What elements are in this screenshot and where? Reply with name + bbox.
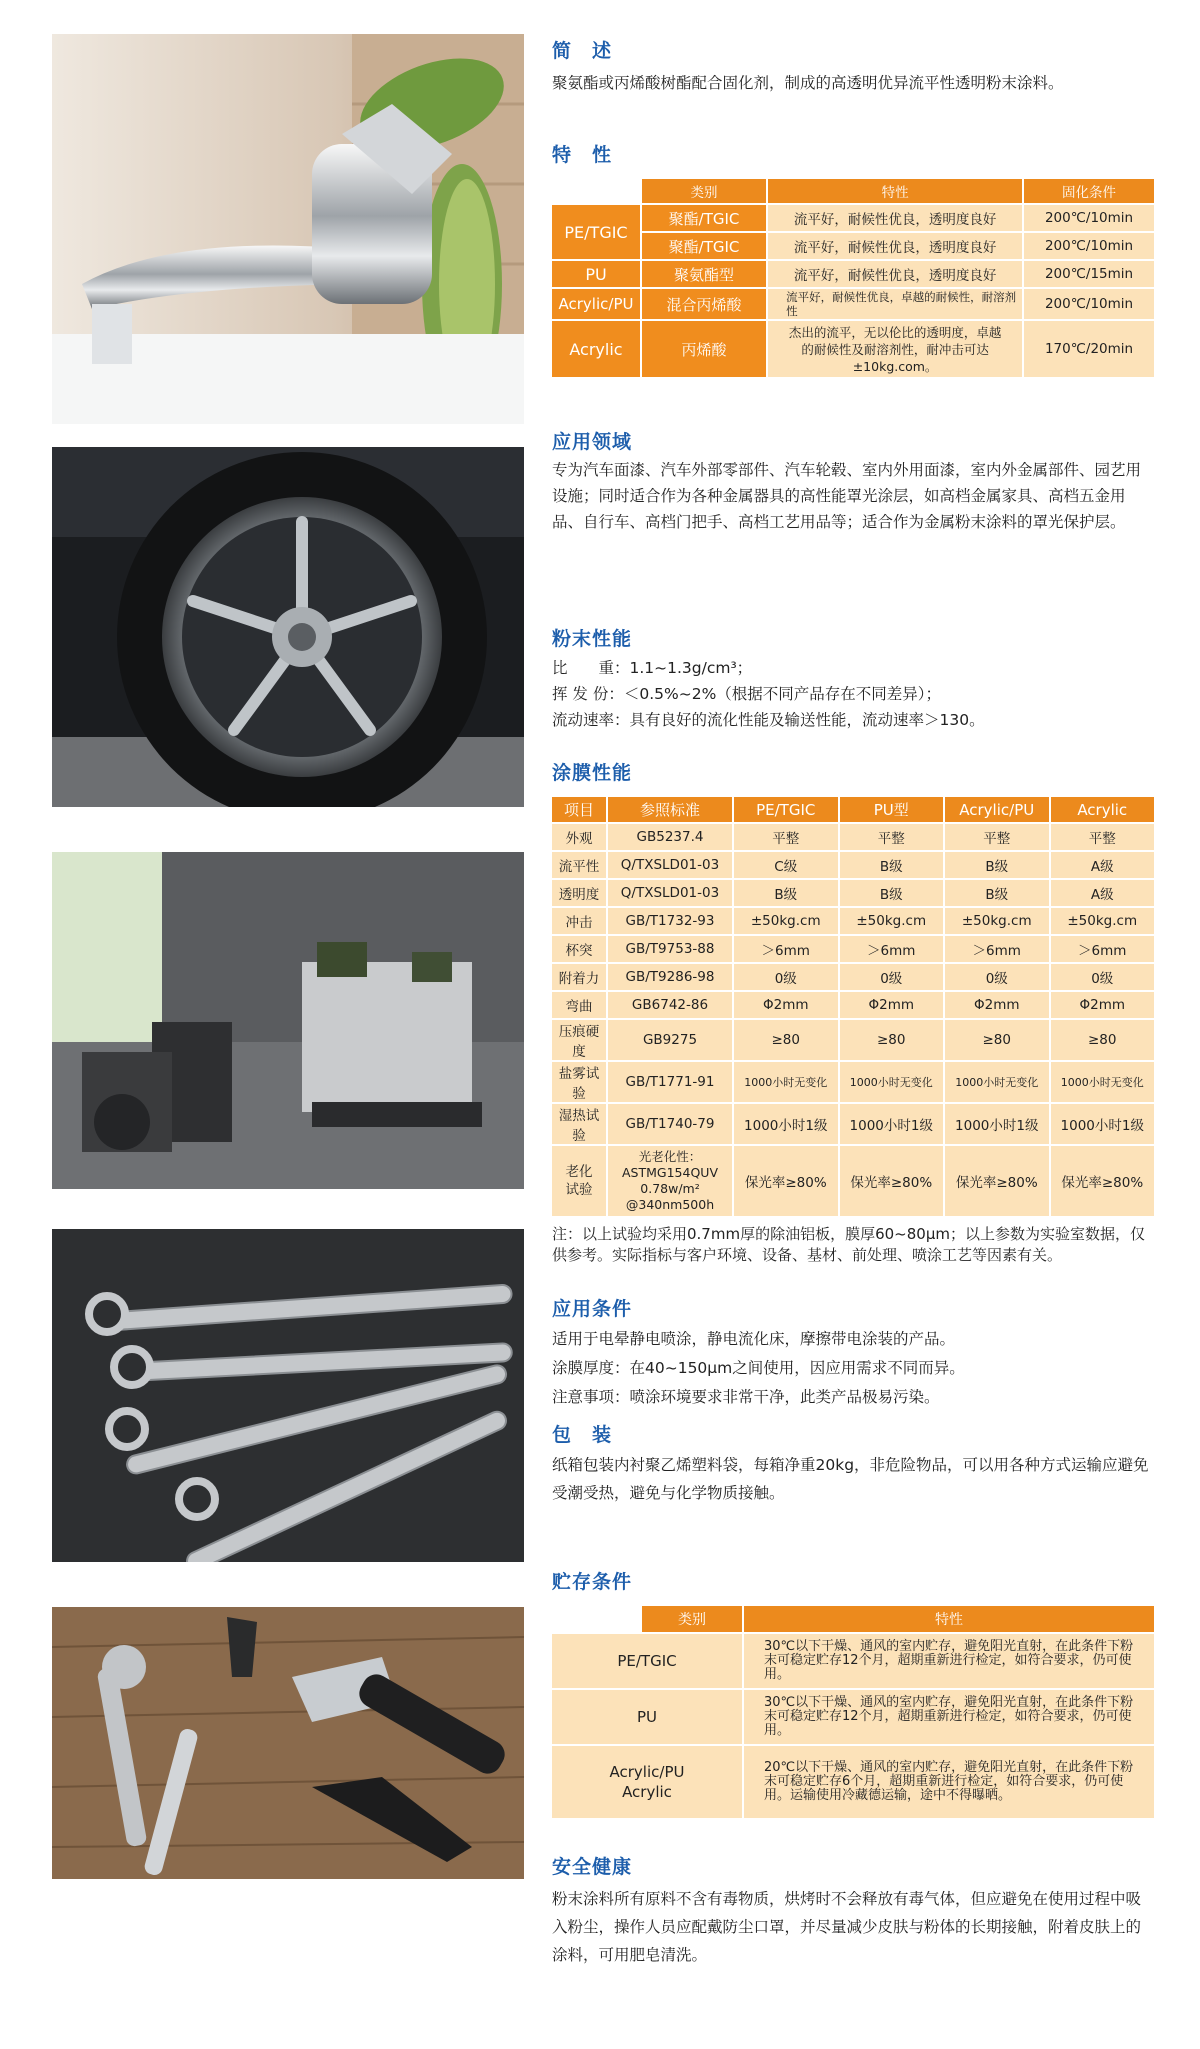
table-cell: ≥80 bbox=[734, 1020, 838, 1060]
applications-text: 专为汽车面漆、汽车外部零部件、汽车轮毂、室内外用面漆，室内外金属部件、园艺用设施；同时适合作为各种金属器具的高性能罩光涂层，如高档金属家具、高档五金用品、自行车、高档门把手、高档工艺用品等；适合作为金属粉末涂料的罩光保护层。 bbox=[552, 461, 1142, 531]
table-cell: 聚酯/TGIC bbox=[642, 233, 766, 259]
faucet-photo bbox=[52, 34, 524, 424]
table-cell: PE/TGIC bbox=[552, 1634, 742, 1688]
section-title: 特 性 bbox=[552, 144, 613, 166]
table-cell: 透明度 bbox=[552, 880, 606, 906]
table-cell: GB5237.4 bbox=[608, 824, 732, 850]
table-row bbox=[552, 1104, 1154, 1144]
table-cell: GB9275 bbox=[608, 1020, 732, 1060]
storage-section bbox=[552, 1567, 1152, 1820]
conditions-section bbox=[552, 1294, 1152, 1412]
powder-line: 挥 发 份：＜0.5%~2%（根据不同产品存在不同差异）； bbox=[552, 685, 942, 703]
table-cell: 1000小时1级 bbox=[734, 1104, 838, 1144]
table-cell: 1000小时无变化 bbox=[840, 1062, 944, 1102]
table-row bbox=[552, 880, 1154, 906]
packaging-section bbox=[552, 1420, 1152, 1507]
table-cell: 附着力 bbox=[552, 964, 606, 990]
table-cell: Q/TXSLD01-03 bbox=[608, 852, 732, 878]
table-cell: 200℃/10min bbox=[1024, 233, 1154, 259]
table-cell: 保光率≥80% bbox=[734, 1146, 838, 1216]
table-cell: 老化试验 bbox=[552, 1146, 606, 1216]
conditions-line: 适用于电晕静电喷涂，静电流化床，摩擦带电涂装的产品。 bbox=[552, 1330, 956, 1348]
table-cell: 杯突 bbox=[552, 936, 606, 962]
table-row bbox=[552, 1062, 1154, 1102]
film-note: 注：以上试验均采用0.7mm厚的除油铝板，膜厚60~80μm；以上参数为实验室数据，仅供参考。实际指标与客户环境、设备、基材、前处理、喷涂工艺等因素有关。 bbox=[552, 1225, 1145, 1264]
tools-photo bbox=[52, 1607, 524, 1879]
table-cell: 混合丙烯酸 bbox=[642, 289, 766, 319]
table-cell: 湿热试验 bbox=[552, 1104, 606, 1144]
table-header: PU型 bbox=[840, 797, 944, 822]
table-cell: GB/T1771-91 bbox=[608, 1062, 732, 1102]
table-cell: B级 bbox=[945, 852, 1049, 878]
table-cell: ±50kg.cm bbox=[734, 908, 838, 934]
table-header: 特性 bbox=[744, 1606, 1154, 1632]
table-cell: 1000小时1级 bbox=[945, 1104, 1049, 1144]
table-cell: B级 bbox=[734, 880, 838, 906]
table-cell: C级 bbox=[734, 852, 838, 878]
table-row bbox=[552, 908, 1154, 934]
powder-section bbox=[552, 624, 1152, 733]
table-cell: B级 bbox=[840, 880, 944, 906]
table-cell: 平整 bbox=[945, 824, 1049, 850]
table-cell: 盐雾试验 bbox=[552, 1062, 606, 1102]
table-cell: 30℃以下干燥、通风的室内贮存，避免阳光直射，在此条件下粉末可稳定贮存12个月，超期重新进行检定，如符合要求，仍可使用。 bbox=[744, 1634, 1154, 1688]
table-cell: Φ2mm bbox=[840, 992, 944, 1018]
table-cell: PU bbox=[552, 261, 640, 287]
table-cell: A级 bbox=[1051, 852, 1155, 878]
table-cell: 1000小时1级 bbox=[1051, 1104, 1155, 1144]
table-cell: 冲击 bbox=[552, 908, 606, 934]
section-title: 安全健康 bbox=[552, 1856, 633, 1878]
table-cell: 杰出的流平，无以伦比的透明度，卓越的耐候性及耐溶剂性，耐冲击可达±10kg.com。 bbox=[768, 321, 1022, 377]
table-row bbox=[552, 964, 1154, 990]
packaging-text: 纸箱包装内衬聚乙烯塑料袋，每箱净重20kg，非危险物品，可以用各种方式运输应避免受潮受热，避免与化学物质接触。 bbox=[552, 1456, 1149, 1502]
table-row bbox=[552, 992, 1154, 1018]
table-cell: 弯曲 bbox=[552, 992, 606, 1018]
table-cell: 200℃/10min bbox=[1024, 289, 1154, 319]
table-row bbox=[552, 824, 1154, 850]
table-cell: 压痕硬度 bbox=[552, 1020, 606, 1060]
gym-equipment-photo bbox=[52, 852, 524, 1189]
table-header: 固化条件 bbox=[1024, 179, 1154, 203]
film-section bbox=[552, 758, 1152, 1266]
car-wheel-photo bbox=[52, 447, 524, 807]
table-header: 特性 bbox=[768, 179, 1022, 203]
section-title: 贮存条件 bbox=[552, 1571, 633, 1593]
table-cell: Φ2mm bbox=[945, 992, 1049, 1018]
table-row bbox=[552, 1146, 1154, 1216]
film-table-body bbox=[552, 824, 1154, 1216]
table-header: Acrylic bbox=[1051, 797, 1155, 822]
table-cell: 30℃以下干燥、通风的室内贮存，避免阳光直射，在此条件下粉末可稳定贮存12个月，超期重新进行检定，如符合要求，仍可使用。 bbox=[744, 1690, 1154, 1744]
table-cell: Q/TXSLD01-03 bbox=[608, 880, 732, 906]
table-cell: 0级 bbox=[734, 964, 838, 990]
table-cell: ≥80 bbox=[1051, 1020, 1155, 1060]
table-cell: ≥80 bbox=[840, 1020, 944, 1060]
table-cell: 20℃以下干燥、通风的室内贮存，避免阳光直射，在此条件下粉末可稳定贮存6个月，超期重新进行检定，如符合要求，仍可使用。运输使用冷藏德运输，途中不得曝晒。 bbox=[744, 1746, 1154, 1818]
table-cell: Acrylic/PU Acrylic bbox=[552, 1746, 742, 1818]
table-header: PE/TGIC bbox=[734, 797, 838, 822]
table-cell: ±50kg.cm bbox=[945, 908, 1049, 934]
table-cell: ＞6mm bbox=[1051, 936, 1155, 962]
table-header: 类别 bbox=[642, 179, 766, 203]
table-cell: 保光率≥80% bbox=[840, 1146, 944, 1216]
summary-text: 聚氨酯或丙烯酸树酯配合固化剂，制成的高透明优异流平性透明粉末涂料。 bbox=[552, 74, 1064, 92]
table-row bbox=[552, 936, 1154, 962]
table-cell: B级 bbox=[840, 852, 944, 878]
table-cell: 0级 bbox=[840, 964, 944, 990]
table-cell: 平整 bbox=[840, 824, 944, 850]
conditions-line: 注意事项：喷涂环境要求非常干净，此类产品极易污染。 bbox=[552, 1388, 940, 1406]
safety-text: 粉末涂料所有原料不含有毒物质，烘烤时不会释放有毒气体，但应避免在使用过程中吸入粉尘，操作人员应配戴防尘口罩，并尽量减少皮肤与粉体的长期接触，附着皮肤上的涂料，可用肥皂清洗。 bbox=[552, 1890, 1142, 1964]
table-cell: GB6742-86 bbox=[608, 992, 732, 1018]
table-cell: 聚酯/TGIC bbox=[642, 205, 766, 231]
table-cell: ＞6mm bbox=[945, 936, 1049, 962]
table-cell: Acrylic bbox=[552, 321, 640, 377]
table-cell: 170℃/20min bbox=[1024, 321, 1154, 377]
section-title: 简 述 bbox=[552, 40, 613, 62]
table-header: Acrylic/PU bbox=[945, 797, 1049, 822]
table-cell: 1000小时1级 bbox=[840, 1104, 944, 1144]
film-table bbox=[550, 795, 1156, 1218]
table-cell: GB/T9753-88 bbox=[608, 936, 732, 962]
table-cell: PE/TGIC bbox=[552, 205, 640, 259]
table-cell: 平整 bbox=[734, 824, 838, 850]
table-cell: 保光率≥80% bbox=[945, 1146, 1049, 1216]
table-row bbox=[552, 1020, 1154, 1060]
features-table bbox=[550, 177, 1156, 379]
table-cell: 丙烯酸 bbox=[642, 321, 766, 377]
section-title: 粉末性能 bbox=[552, 628, 633, 650]
table-cell: 外观 bbox=[552, 824, 606, 850]
section-title: 应用条件 bbox=[552, 1298, 633, 1320]
table-cell: Acrylic/PU bbox=[552, 289, 640, 319]
table-cell: 200℃/15min bbox=[1024, 261, 1154, 287]
table-cell: ≥80 bbox=[945, 1020, 1049, 1060]
table-header: 类别 bbox=[642, 1606, 742, 1632]
table-cell: 1000小时无变化 bbox=[945, 1062, 1049, 1102]
table-cell: Φ2mm bbox=[1051, 992, 1155, 1018]
section-title: 应用领域 bbox=[552, 431, 633, 453]
summary-section bbox=[552, 36, 1152, 96]
table-cell: 保光率≥80% bbox=[1051, 1146, 1155, 1216]
table-cell: ＞6mm bbox=[734, 936, 838, 962]
storage-table bbox=[550, 1604, 1156, 1820]
table-cell: B级 bbox=[945, 880, 1049, 906]
features-section bbox=[552, 140, 1152, 379]
table-cell: 流平好，耐候性优良，透明度良好 bbox=[768, 261, 1022, 287]
section-title: 包 装 bbox=[552, 1424, 613, 1446]
table-cell: ＞6mm bbox=[840, 936, 944, 962]
table-cell: 200℃/10min bbox=[1024, 205, 1154, 231]
table-cell: 光老化性：ASTMG154QUV 0.78w/m² @340nm500h bbox=[608, 1146, 732, 1216]
table-cell: GB/T1740-79 bbox=[608, 1104, 732, 1144]
table-cell: 流平性 bbox=[552, 852, 606, 878]
section-title: 涂膜性能 bbox=[552, 762, 633, 784]
table-cell: ±50kg.cm bbox=[1051, 908, 1155, 934]
table-header: 项目 bbox=[552, 797, 606, 822]
wrenches-photo bbox=[52, 1229, 524, 1562]
table-cell: 聚氨酯型 bbox=[642, 261, 766, 287]
table-cell: PU bbox=[552, 1690, 742, 1744]
table-cell: Φ2mm bbox=[734, 992, 838, 1018]
table-cell: 0级 bbox=[1051, 964, 1155, 990]
table-cell: A级 bbox=[1051, 880, 1155, 906]
safety-section bbox=[552, 1852, 1152, 1969]
table-cell: ±50kg.cm bbox=[840, 908, 944, 934]
powder-line: 比 重：1.1~1.3g/cm³； bbox=[552, 659, 753, 677]
table-cell: 平整 bbox=[1051, 824, 1155, 850]
table-cell: 流平好，耐候性优良，透明度良好 bbox=[768, 233, 1022, 259]
table-cell: 1000小时无变化 bbox=[1051, 1062, 1155, 1102]
applications-section bbox=[552, 427, 1152, 535]
table-cell: GB/T1732-93 bbox=[608, 908, 732, 934]
powder-line: 流动速率：具有良好的流化性能及输送性能，流动速率＞130。 bbox=[552, 711, 985, 729]
table-cell: 流平好，耐候性优良，卓越的耐候性，耐溶剂性 bbox=[768, 289, 1022, 319]
table-cell: 流平好，耐候性优良，透明度良好 bbox=[768, 205, 1022, 231]
conditions-line: 涂膜厚度：在40~150μm之间使用，因应用需求不同而异。 bbox=[552, 1359, 965, 1377]
table-cell: 0级 bbox=[945, 964, 1049, 990]
table-cell: 1000小时无变化 bbox=[734, 1062, 838, 1102]
table-header: 参照标准 bbox=[608, 797, 732, 822]
table-row bbox=[552, 852, 1154, 878]
table-cell: GB/T9286-98 bbox=[608, 964, 732, 990]
